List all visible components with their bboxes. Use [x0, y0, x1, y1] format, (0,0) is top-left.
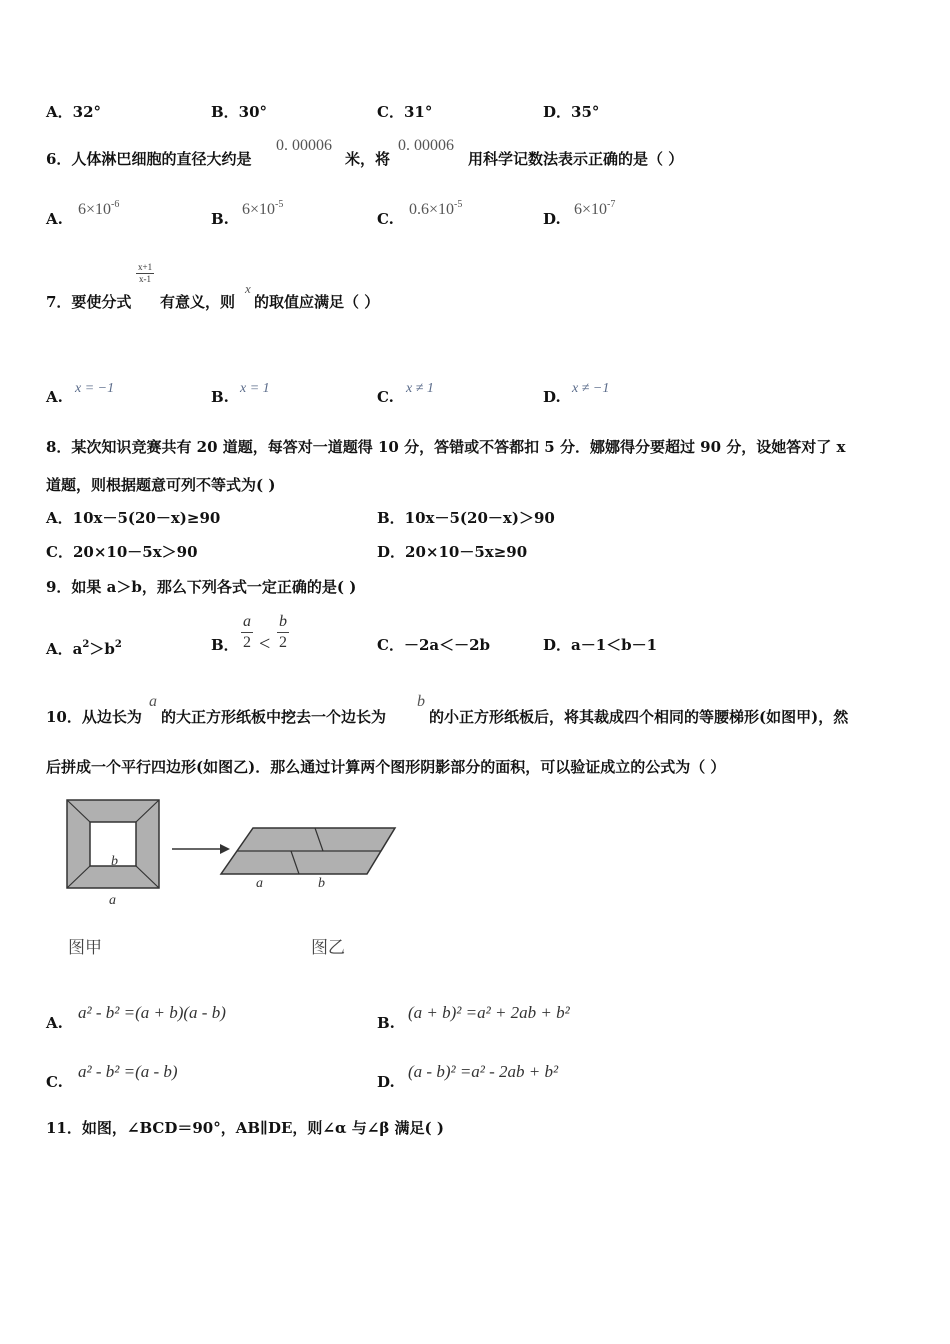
q10-stem-part2: 的大正方形纸板中挖去一个边长为 [161, 708, 387, 726]
q6-option-c: $0.6\times 10^{-5}$ [409, 199, 463, 218]
q9-option-c: C．－2a＜－2b [377, 636, 491, 654]
figure-jia-label-a: a [109, 893, 116, 908]
q10-label-a: A. [46, 1014, 63, 1032]
q7-fraction-denominator: x-1 [139, 274, 152, 284]
q9-stem: 9．如果 a＞b，那么下列各式一定正确的是( ) [46, 578, 357, 596]
q7-fraction-numerator: x+1 [138, 262, 153, 272]
q6-stem-prefix: 6．人体淋巴细胞的直径大约是 [46, 150, 252, 168]
q7-label-d: D. [543, 388, 561, 406]
q10-stem-part1: 10．从边长为 [46, 708, 142, 726]
q10-option-c: a² - b² =(a - b) [78, 1062, 178, 1081]
q8-option-c: C．20×10－5x＞90 [46, 543, 198, 561]
q6-label-a: A. [46, 210, 63, 228]
figure-jia-label-b: b [111, 854, 118, 869]
q7-variable-x: x [245, 281, 251, 296]
q6-label-d: D. [543, 210, 561, 228]
q10-option-b: (a + b)² =a² + 2ab + b² [408, 1003, 570, 1022]
figure-yi-label-b: b [318, 876, 325, 891]
q9-option-d: D．a－1＜b－1 [543, 636, 658, 654]
q9-less-than: < [259, 633, 271, 655]
q10-label-c: C. [46, 1073, 63, 1091]
q6-option-d: $6\times 10^{-7}$ [574, 199, 616, 218]
q11-stem: 11．如图，∠BCD＝90°，AB∥DE，则∠α 与∠β 满足( ) [46, 1119, 444, 1137]
caption-yi: 图乙 [311, 938, 345, 958]
q8-option-a: A．10x－5(20－x)≥90 [46, 509, 221, 527]
q5-option-b: B．30° [211, 103, 268, 121]
q5-option-d: D．35° [543, 103, 600, 121]
q6-label-c: C. [377, 210, 394, 228]
q10-label-b: B. [377, 1014, 395, 1032]
q6-number-2: 0. 00006 [398, 137, 454, 154]
q7-stem-prefix: 7．要使分式 [46, 293, 132, 311]
figure-yi-label-a: a [256, 876, 263, 891]
q6-option-b: $6\times 10^{-5}$ [242, 199, 284, 218]
q7-option-c: x ≠ 1 [406, 381, 434, 396]
q9-fraction-a-over-2: $\frac{a}{2}$ [243, 613, 251, 651]
q6-label-b: B. [211, 210, 229, 228]
q6-number-1: 0. 00006 [276, 137, 332, 154]
q7-option-b: x = 1 [240, 381, 270, 396]
q7-option-a: x = −1 [75, 381, 115, 396]
q6-option-a: $6\times 10^{-6}$ [78, 199, 120, 218]
q10-option-d: (a - b)² =a² - 2ab + b² [408, 1062, 559, 1081]
q8-option-b: B．10x－5(20－x)＞90 [377, 509, 555, 527]
q10-stem-part3: 的小正方形纸板后，将其裁成四个相同的等腰梯形(如图甲)，然 [429, 708, 849, 726]
q7-option-d: x ≠ −1 [572, 381, 610, 396]
q7-stem-suffix: 的取值应满足（ ） [254, 293, 380, 311]
figure-jia [60, 795, 170, 895]
q6-stem-mid: 米，将 [345, 150, 391, 168]
q7-label-a: A. [46, 388, 63, 406]
q7-label-c: C. [377, 388, 394, 406]
q5-option-a: A．32° [46, 103, 102, 121]
caption-jia: 图甲 [68, 938, 102, 958]
q9-label-b: B． [211, 636, 239, 654]
q10-variable-b: b [417, 693, 425, 710]
q8-stem-line2: 道题，则根据题意可列不等式为( ) [46, 476, 276, 494]
q10-option-a: a² - b² =(a + b)(a - b) [78, 1003, 226, 1022]
q7-fraction [136, 262, 154, 285]
q9-option-a: A．$a^2>b^2$ [46, 639, 122, 658]
q8-option-d: D．20×10－5x≥90 [377, 543, 528, 561]
q8-stem-line1: 8．某次知识竞赛共有 20 道题，每答对一道题得 10 分，答错或不答都扣 5 分．娜娜得分要超过 90 分，设她答对了 x [46, 438, 846, 456]
figure-yi [215, 822, 400, 880]
q7-stem-mid: 有意义，则 [160, 293, 236, 311]
q9-fraction-b-over-2: $\frac{b}{2}$ [279, 613, 287, 651]
q7-label-b: B. [211, 388, 229, 406]
q5-option-c: C．31° [377, 103, 433, 121]
q10-stem-line2: 后拼成一个平行四边形(如图乙)．那么通过计算两个图形阴影部分的面积，可以验证成立的公式为（ ） [46, 758, 726, 776]
q10-variable-a: a [149, 693, 157, 710]
q6-stem-suffix: 用科学记数法表示正确的是（ ） [468, 150, 684, 168]
q10-label-d: D. [377, 1073, 395, 1091]
